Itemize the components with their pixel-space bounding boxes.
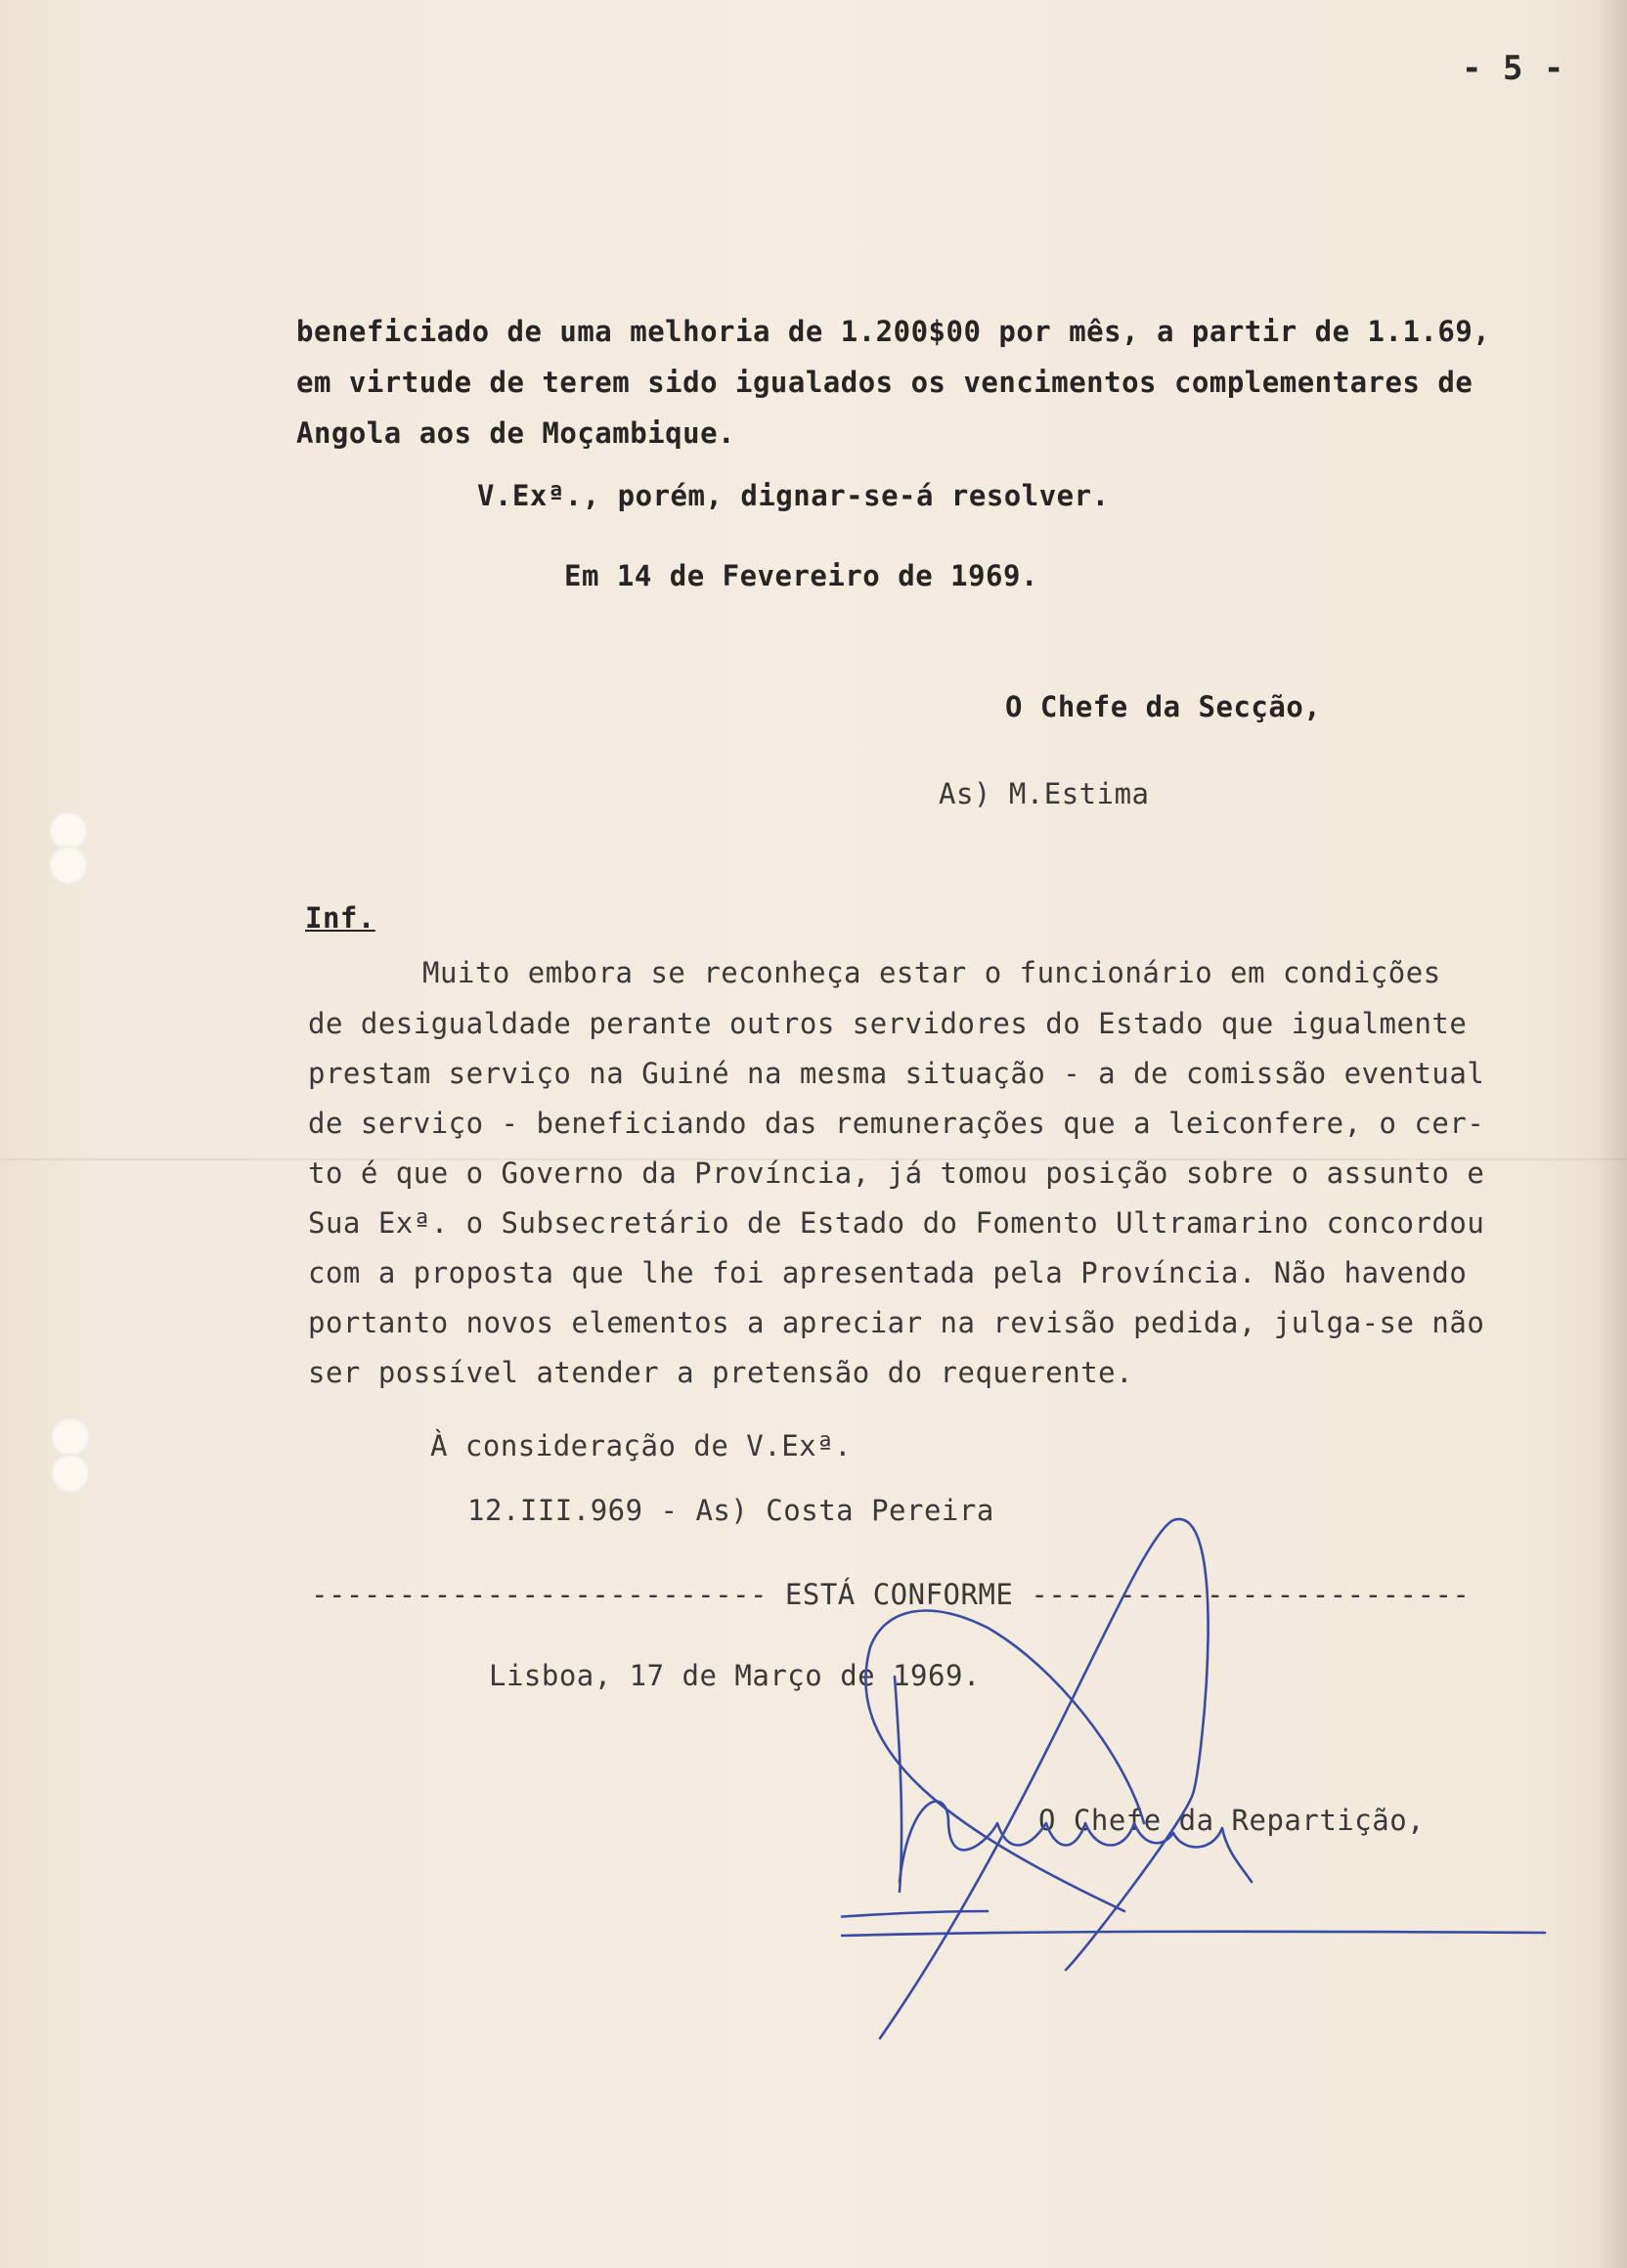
signature-loop-stroke (865, 1611, 1144, 1911)
section-chief-title: O Chefe da Secção, (1005, 690, 1322, 723)
paper-edge-shadow (1598, 0, 1627, 2268)
punch-hole-1 (49, 811, 88, 850)
body-line-2: em virtude de terem sido igualados os vencimentos complementares de (296, 366, 1473, 399)
section-chief-name: As) M.Estima (939, 777, 1150, 810)
info-line-3: prestam serviço na Guiné na mesma situação - a de comissão eventual (308, 1057, 1485, 1090)
signature-vertical-stroke (895, 1677, 901, 1892)
consideration-line: À consideração de V.Exª. (430, 1429, 853, 1462)
info-heading: Inf. (305, 901, 375, 935)
conformity-label: ESTÁ CONFORME (784, 1578, 1014, 1611)
info-line-6: Sua Exª. o Subsecretário de Estado do Fomento Ultramarino concordou (308, 1206, 1485, 1240)
punch-hole-4 (51, 1454, 90, 1493)
department-chief-title: O Chefe da Repartição, (1038, 1804, 1426, 1837)
info-line-7: com a proposta que lhe foi apresentada pela Província. Não havendo (308, 1256, 1468, 1289)
info-line-5: to é que o Governo da Província, já tomou posição sobre o assunto e (308, 1156, 1485, 1190)
info-line-2: de desigualdade perante outros servidores do Estado que igualmente (308, 1007, 1468, 1040)
conformity-left-dashes: -------------------------- (311, 1578, 768, 1611)
handwritten-signature (841, 1501, 1584, 2048)
punch-hole-2 (49, 846, 88, 885)
signature-large-stroke (880, 1519, 1209, 2038)
info-line-4: de serviço - beneficiando das remunerações que a leiconfere, o cer- (308, 1107, 1485, 1140)
info-date-signature: 12.III.969 - As) Costa Pereira (467, 1494, 994, 1527)
info-line-1: Muito embora se reconheça estar o funcionário em condições (422, 956, 1441, 989)
closing-formula: V.Exª., porém, dignar-se-á resolver. (477, 479, 1110, 512)
info-line-9: ser possível atender a pretensão do requerente. (308, 1356, 1134, 1389)
punch-hole-3 (51, 1418, 90, 1457)
place-date: Lisboa, 17 de Março de 1969. (489, 1659, 981, 1692)
body-line-1: beneficiado de uma melhoria de 1.200$00 por mês, a partir de 1.1.69, (296, 315, 1491, 348)
section-date: Em 14 de Fevereiro de 1969. (564, 559, 1038, 592)
signature-lead-stroke (841, 1911, 988, 1921)
conformity-right-dashes: ------------------------- (1031, 1578, 1471, 1611)
page-number: - 5 - (1462, 49, 1564, 88)
body-line-3: Angola aos de Moçambique. (296, 416, 735, 450)
info-line-8: portanto novos elementos a apreciar na revisão pedida, julga-se não (308, 1306, 1485, 1339)
